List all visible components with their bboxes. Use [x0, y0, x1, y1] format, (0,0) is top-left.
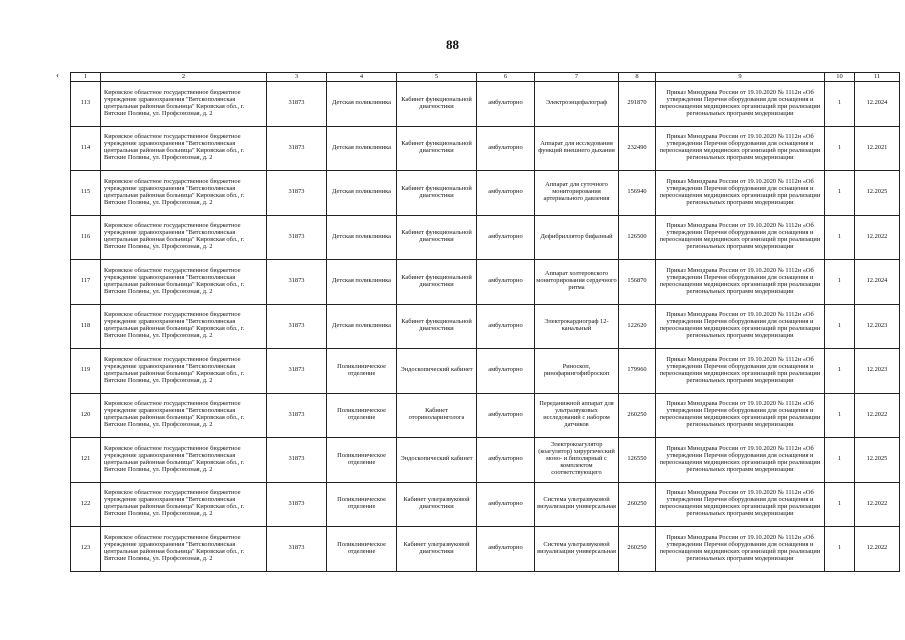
room-cell: Кабинет функциональной диагностики	[397, 171, 477, 216]
date-cell: 12.2022	[855, 482, 900, 527]
organization-cell: Кировское областное государственное бюджетное учреждение здравоохранения "Вятскополянская центральная районная больница" Кировская обл., г. Вятские Поляны, ул. Профсоюзная, д. 2	[101, 527, 267, 572]
page-number: 88	[446, 37, 459, 52]
department-cell: Детская поликлиника	[327, 126, 397, 171]
department-cell: Поликлиническое отделение	[327, 349, 397, 394]
equipment-cell: Аппарат для исследования функций внешнего дыхания	[535, 126, 619, 171]
room-cell: Кабинет ультразвуковой диагностики	[397, 527, 477, 572]
legal-basis-cell: Приказ Минздрава России от 19.10.2020 № 1112н «Об утверждении Перечня оборудования для оснащения и переоснащения медицинских организаций при реализации региональных программ модернизации	[656, 215, 825, 260]
row-number-cell: 115	[71, 171, 101, 216]
margin-mark: ‹	[56, 70, 59, 80]
organization-cell: Кировское областное государственное бюджетное учреждение здравоохранения "Вятскополянская центральная районная больница" Кировская обл., г. Вятские Поляны, ул. Профсоюзная, д. 2	[101, 126, 267, 171]
date-cell: 12.2021	[855, 126, 900, 171]
column-number: 2	[101, 73, 267, 82]
organization-cell: Кировское областное государственное бюджетное учреждение здравоохранения "Вятскополянская центральная районная больница" Кировская обл., г. Вятские Поляны, ул. Профсоюзная, д. 2	[101, 260, 267, 305]
room-cell: Кабинет функциональной диагностики	[397, 260, 477, 305]
care-mode-cell: амбулаторно	[477, 304, 535, 349]
price-cell: 156940	[619, 171, 656, 216]
legal-basis-cell: Приказ Минздрава России от 19.10.2020 № 1112н «Об утверждении Перечня оборудования для оснащения и переоснащения медицинских организаций при реализации региональных программ модернизации	[656, 171, 825, 216]
table-row	[71, 393, 900, 438]
code-cell: 31873	[267, 260, 327, 305]
equipment-cell: Переданижной аппарат для ультразвуковых исследований с набором датчиков	[535, 393, 619, 438]
room-cell: Кабинет функциональной диагностики	[397, 215, 477, 260]
organization-cell: Кировское областное государственное бюджетное учреждение здравоохранения "Вятскополянская центральная районная больница" Кировская обл., г. Вятские Поляны, ул. Профсоюзная, д. 2	[101, 438, 267, 483]
row-number-cell: 114	[71, 126, 101, 171]
price-cell: 260250	[619, 482, 656, 527]
quantity-cell: 1	[825, 304, 855, 349]
care-mode-cell: амбулаторно	[477, 438, 535, 483]
price-cell: 179960	[619, 349, 656, 394]
room-cell: Кабинет ультразвуковой диагностики	[397, 482, 477, 527]
department-cell: Поликлиническое отделение	[327, 393, 397, 438]
organization-cell: Кировское областное государственное бюджетное учреждение здравоохранения "Вятскополянская центральная районная больница" Кировская обл., г. Вятские Поляны, ул. Профсоюзная, д. 2	[101, 82, 267, 127]
equipment-cell: Аппарат холтеровского мониторирования сердечного ритма	[535, 260, 619, 305]
row-number-cell: 116	[71, 215, 101, 260]
date-cell: 12.2025	[855, 438, 900, 483]
legal-basis-cell: Приказ Минздрава России от 19.10.2020 № 1112н «Об утверждении Перечня оборудования для оснащения и переоснащения медицинских организаций при реализации региональных программ модернизации	[656, 482, 825, 527]
organization-cell: Кировское областное государственное бюджетное учреждение здравоохранения "Вятскополянская центральная районная больница" Кировская обл., г. Вятские Поляны, ул. Профсоюзная, д. 2	[101, 304, 267, 349]
table-row	[71, 126, 900, 171]
date-cell: 12.2023	[855, 349, 900, 394]
table-row	[71, 304, 900, 349]
department-cell: Поликлиническое отделение	[327, 438, 397, 483]
room-cell: Эндоскопический кабинет	[397, 438, 477, 483]
date-cell: 12.2024	[855, 260, 900, 305]
code-cell: 31873	[267, 482, 327, 527]
table-header	[71, 73, 900, 82]
room-cell: Кабинет функциональной диагностики	[397, 304, 477, 349]
room-cell: Кабинет функциональной диагностики	[397, 82, 477, 127]
legal-basis-cell: Приказ Минздрава России от 19.10.2020 № 1112н «Об утверждении Перечня оборудования для оснащения и переоснащения медицинских организаций при реализации региональных программ модернизации	[656, 260, 825, 305]
column-number: 10	[825, 73, 855, 82]
row-number-cell: 119	[71, 349, 101, 394]
equipment-cell: Электрокардиограф 12-канальный	[535, 304, 619, 349]
row-number-cell: 117	[71, 260, 101, 305]
price-cell: 126550	[619, 438, 656, 483]
price-cell: 126500	[619, 215, 656, 260]
quantity-cell: 1	[825, 527, 855, 572]
column-number: 4	[327, 73, 397, 82]
code-cell: 31873	[267, 393, 327, 438]
equipment-cell: Система ультразвуковой визуализации универсальная	[535, 482, 619, 527]
department-cell: Детская поликлиника	[327, 260, 397, 305]
column-number: 11	[855, 73, 900, 82]
department-cell: Детская поликлиника	[327, 215, 397, 260]
legal-basis-cell: Приказ Минздрава России от 19.10.2020 № 1112н «Об утверждении Перечня оборудования для оснащения и переоснащения медицинских организаций при реализации региональных программ модернизации	[656, 393, 825, 438]
code-cell: 31873	[267, 171, 327, 216]
care-mode-cell: амбулаторно	[477, 82, 535, 127]
table-row	[71, 171, 900, 216]
code-cell: 31873	[267, 349, 327, 394]
quantity-cell: 1	[825, 482, 855, 527]
code-cell: 31873	[267, 304, 327, 349]
equipment-table	[70, 72, 900, 572]
legal-basis-cell: Приказ Минздрава России от 19.10.2020 № 1112н «Об утверждении Перечня оборудования для оснащения и переоснащения медицинских организаций при реализации региональных программ модернизации	[656, 527, 825, 572]
quantity-cell: 1	[825, 393, 855, 438]
row-number-cell: 122	[71, 482, 101, 527]
column-number: 3	[267, 73, 327, 82]
code-cell: 31873	[267, 527, 327, 572]
column-number: 1	[71, 73, 101, 82]
row-number-cell: 123	[71, 527, 101, 572]
legal-basis-cell: Приказ Минздрава России от 19.10.2020 № 1112н «Об утверждении Перечня оборудования для оснащения и переоснащения медицинских организаций при реализации региональных программ модернизации	[656, 438, 825, 483]
department-cell: Детская поликлиника	[327, 171, 397, 216]
care-mode-cell: амбулаторно	[477, 171, 535, 216]
care-mode-cell: амбулаторно	[477, 393, 535, 438]
organization-cell: Кировское областное государственное бюджетное учреждение здравоохранения "Вятскополянская центральная районная больница" Кировская обл., г. Вятские Поляны, ул. Профсоюзная, д. 2	[101, 393, 267, 438]
date-cell: 12.2022	[855, 527, 900, 572]
quantity-cell: 1	[825, 438, 855, 483]
care-mode-cell: амбулаторно	[477, 482, 535, 527]
organization-cell: Кировское областное государственное бюджетное учреждение здравоохранения "Вятскополянская центральная районная больница" Кировская обл., г. Вятские Поляны, ул. Профсоюзная, д. 2	[101, 171, 267, 216]
date-cell: 12.2022	[855, 215, 900, 260]
organization-cell: Кировское областное государственное бюджетное учреждение здравоохранения "Вятскополянская центральная районная больница" Кировская обл., г. Вятские Поляны, ул. Профсоюзная, д. 2	[101, 349, 267, 394]
care-mode-cell: амбулаторно	[477, 349, 535, 394]
table-body	[71, 82, 900, 572]
price-cell: 232490	[619, 126, 656, 171]
organization-cell: Кировское областное государственное бюджетное учреждение здравоохранения "Вятскополянская центральная районная больница" Кировская обл., г. Вятские Поляны, ул. Профсоюзная, д. 2	[101, 215, 267, 260]
price-cell: 260250	[619, 393, 656, 438]
department-cell: Поликлиническое отделение	[327, 482, 397, 527]
column-number: 7	[535, 73, 619, 82]
quantity-cell: 1	[825, 349, 855, 394]
legal-basis-cell: Приказ Минздрава России от 19.10.2020 № 1112н «Об утверждении Перечня оборудования для оснащения и переоснащения медицинских организаций при реализации региональных программ модернизации	[656, 304, 825, 349]
care-mode-cell: амбулаторно	[477, 126, 535, 171]
table-row	[71, 215, 900, 260]
row-number-cell: 113	[71, 82, 101, 127]
row-number-cell: 120	[71, 393, 101, 438]
quantity-cell: 1	[825, 126, 855, 171]
table-row	[71, 438, 900, 483]
department-cell: Поликлиническое отделение	[327, 527, 397, 572]
date-cell: 12.2025	[855, 171, 900, 216]
equipment-cell: Аппарат для суточного мониторирования артериального давления	[535, 171, 619, 216]
column-number: 6	[477, 73, 535, 82]
code-cell: 31873	[267, 82, 327, 127]
legal-basis-cell: Приказ Минздрава России от 19.10.2020 № 1112н «Об утверждении Перечня оборудования для оснащения и переоснащения медицинских организаций при реализации региональных программ модернизации	[656, 349, 825, 394]
equipment-cell: Электроэнцефалограф	[535, 82, 619, 127]
room-cell: Кабинет оториноларинголога	[397, 393, 477, 438]
room-cell: Эндоскопический кабинет	[397, 349, 477, 394]
quantity-cell: 1	[825, 260, 855, 305]
quantity-cell: 1	[825, 215, 855, 260]
column-number: 8	[619, 73, 656, 82]
equipment-cell: Дефибриллятор бифазный	[535, 215, 619, 260]
quantity-cell: 1	[825, 171, 855, 216]
table-row	[71, 482, 900, 527]
row-number-cell: 118	[71, 304, 101, 349]
row-number-cell: 121	[71, 438, 101, 483]
date-cell: 12.2024	[855, 82, 900, 127]
column-number: 9	[656, 73, 825, 82]
equipment-cell: Электрокоагулятор (коагулятор) хирургический моно- и биполярный с комплектом соответствующего	[535, 438, 619, 483]
equipment-cell: Риноскоп, ринофарингофиброскоп	[535, 349, 619, 394]
quantity-cell: 1	[825, 82, 855, 127]
table-row	[71, 260, 900, 305]
table-row	[71, 82, 900, 127]
price-cell: 156870	[619, 260, 656, 305]
care-mode-cell: амбулаторно	[477, 215, 535, 260]
code-cell: 31873	[267, 438, 327, 483]
care-mode-cell: амбулаторно	[477, 260, 535, 305]
department-cell: Детская поликлиника	[327, 304, 397, 349]
legal-basis-cell: Приказ Минздрава России от 19.10.2020 № 1112н «Об утверждении Перечня оборудования для оснащения и переоснащения медицинских организаций при реализации региональных программ модернизации	[656, 82, 825, 127]
price-cell: 122620	[619, 304, 656, 349]
column-number-row	[71, 73, 900, 82]
code-cell: 31873	[267, 126, 327, 171]
column-number: 5	[397, 73, 477, 82]
price-cell: 260250	[619, 527, 656, 572]
department-cell: Детская поликлиника	[327, 82, 397, 127]
date-cell: 12.2023	[855, 304, 900, 349]
table-row	[71, 527, 900, 572]
code-cell: 31873	[267, 215, 327, 260]
table-row	[71, 349, 900, 394]
care-mode-cell: амбулаторно	[477, 527, 535, 572]
legal-basis-cell: Приказ Минздрава России от 19.10.2020 № 1112н «Об утверждении Перечня оборудования для оснащения и переоснащения медицинских организаций при реализации региональных программ модернизации	[656, 126, 825, 171]
room-cell: Кабинет функциональной диагностики	[397, 126, 477, 171]
organization-cell: Кировское областное государственное бюджетное учреждение здравоохранения "Вятскополянская центральная районная больница" Кировская обл., г. Вятские Поляны, ул. Профсоюзная, д. 2	[101, 482, 267, 527]
equipment-cell: Система ультразвуковой визуализации универсальная	[535, 527, 619, 572]
price-cell: 291870	[619, 82, 656, 127]
date-cell: 12.2022	[855, 393, 900, 438]
